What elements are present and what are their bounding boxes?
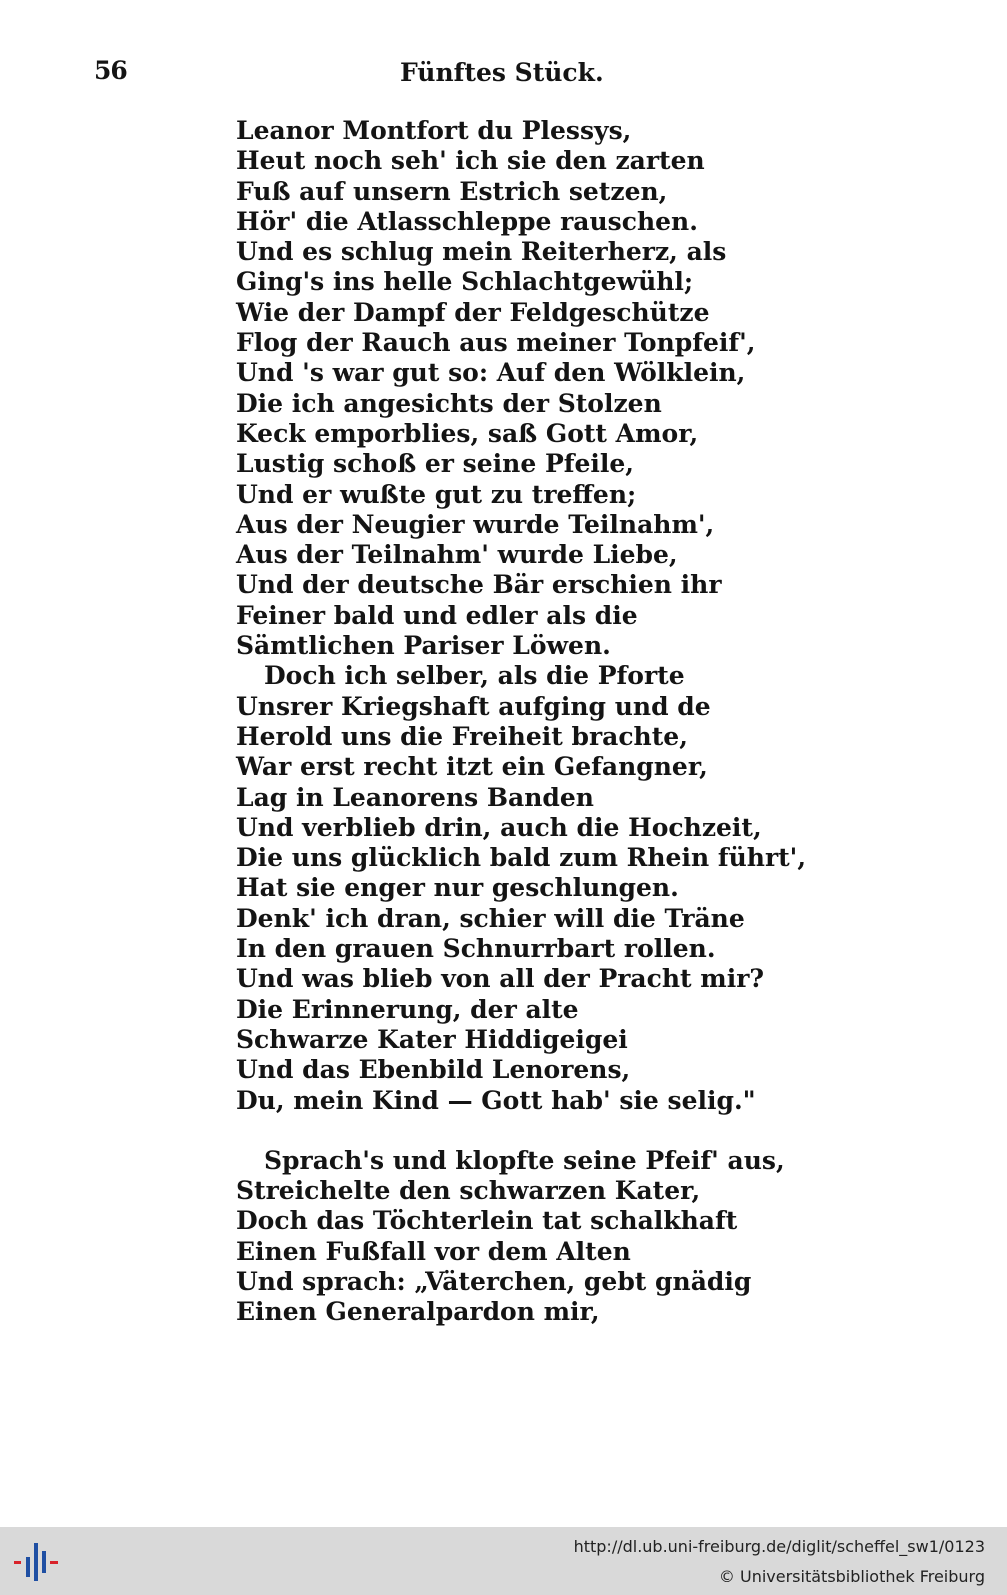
footer-url-link[interactable]: http://dl.ub.uni-freiburg.de/diglit/scheffel_sw1/0123 [573, 1537, 985, 1556]
verse-line: Lustig schoß er seine Pfeile, [236, 449, 635, 479]
verse-line: Einen Fußfall vor dem Alten [236, 1236, 631, 1266]
verse-line: Herold uns die Freiheit brachte, [236, 721, 688, 751]
verse-line: Die ich angesichts der Stolzen [236, 388, 662, 418]
verse-line: Doch das Töchterlein tat schalkhaft [236, 1206, 738, 1236]
verse-line: Leanor Montfort du Plessys, [236, 116, 632, 145]
verse-line: War erst recht itzt ein Gefangner, [236, 752, 708, 782]
verse-line: Fuß auf unsern Estrich setzen, [236, 176, 668, 206]
footer-copyright: © Universitätsbibliothek Freiburg [718, 1567, 985, 1586]
verse-line: Ging's ins helle Schlachtgewühl; [236, 267, 694, 297]
verse-line: Sprach's und klopfte seine Pfeif' aus, [264, 1145, 785, 1175]
verse-line: Hat sie enger nur geschlungen. [236, 873, 679, 903]
verse-line: In den grauen Schnurrbart rollen. [236, 934, 716, 964]
verse-line: Und der deutsche Bär erschien ihr [236, 570, 722, 600]
verse-line: Und es schlug mein Reiterherz, als [236, 237, 727, 267]
verse-line: Und verblieb drin, auch die Hochzeit, [236, 812, 762, 842]
footer-bar [0, 1527, 1007, 1595]
verse-line: Und das Ebenbild Lenorens, [236, 1055, 631, 1085]
page-number: 56 [94, 56, 127, 85]
verse-line: Keck emporblies, saß Gott Amor, [236, 418, 699, 448]
verse-line: Sämtlichen Pariser Löwen. [236, 631, 611, 661]
verse-line: Einen Generalpardon mir, [236, 1297, 600, 1327]
verse-line: Heut noch seh' ich sie den zarten [236, 146, 705, 176]
stanza-gap [236, 1116, 796, 1146]
verse-line: Unsrer Kriegshaft aufging und de [236, 691, 711, 721]
verse-line: Flog der Rauch aus meiner Tonpfeif', [236, 328, 756, 358]
ub-freiburg-logo-icon [12, 1541, 62, 1583]
verse-line: Aus der Teilnahm' wurde Liebe, [236, 540, 678, 570]
verse-line: Und sprach: „Väterchen, gebt gnädig [236, 1266, 752, 1296]
verse-line: Und 's war gut so: Auf den Wölklein, [236, 358, 746, 388]
verse-line: Du, mein Kind — Gott hab' sie selig." [236, 1085, 756, 1115]
verse-line: Hör' die Atlasschleppe rauschen. [236, 206, 698, 236]
verse-line: Aus der Neugier wurde Teilnahm', [236, 509, 715, 539]
verse-line: Doch ich selber, als die Pforte [264, 661, 685, 691]
verse-line: Streichelte den schwarzen Kater, [236, 1176, 701, 1206]
verse-line: Denk' ich dran, schier will die Träne [236, 903, 745, 933]
verse-line: Wie der Dampf der Feldgeschütze [236, 297, 710, 327]
verse-line: Die Erinnerung, der alte [236, 994, 579, 1024]
verse-line: Schwarze Kater Hiddigeigei [236, 1024, 628, 1054]
verse-line: Und was blieb von all der Pracht mir? [236, 964, 765, 994]
running-head: Fünftes Stück. [400, 58, 604, 87]
verse-body [236, 116, 807, 1328]
verse-line: Und er wußte gut zu treffen; [236, 479, 637, 509]
verse-line: Die uns glücklich bald zum Rhein führt', [236, 843, 807, 873]
verse-line: Lag in Leanorens Banden [236, 782, 594, 812]
verse-line: Feiner bald und edler als die [236, 600, 638, 630]
